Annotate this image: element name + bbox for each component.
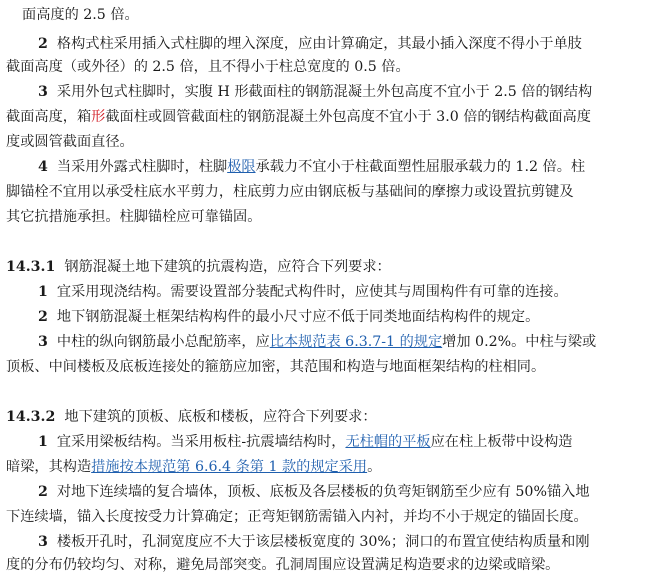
link-text[interactable]: 措施按本规范第 6.6.4 条第 1 款的规定采用 (91, 459, 368, 475)
item-number: 2 (38, 36, 48, 52)
text-line (6, 552, 652, 578)
text-line (6, 104, 652, 130)
text-segment: 面高度的 2.5 倍。 (22, 7, 139, 23)
text-line (38, 304, 652, 330)
item-number: 3 (38, 534, 48, 550)
text-segment: 截面高度（或外径）的 2.5 倍，且不得小于柱总宽度的 0.5 倍。 (6, 59, 410, 75)
item-number: 1 (38, 434, 48, 450)
text-segment: 增加 0.2%。中柱与梁或 (442, 334, 597, 350)
text-segment: 宜采用梁板结构。当采用板柱-抗震墙结构时， (47, 434, 346, 450)
text-segment: 截面柱或圆管截面柱的钢筋混凝土外包高度不宜小于 3.0 倍的钢结构截面高度 (105, 109, 591, 125)
blank-line (6, 379, 652, 405)
item-number: 2 (38, 484, 48, 500)
text-segment: 承载力不宜小于柱截面塑性屈服承载力的 1.2 倍。柱 (255, 159, 586, 175)
text-segment: 应在柱上板带中设构造 (430, 434, 573, 450)
text-segment: 其它抗措施承担。柱脚锚栓应可靠锚固。 (6, 209, 262, 225)
text-line (6, 504, 652, 530)
item-number: 1 (38, 284, 48, 300)
text-segment: 格构式柱采用插入式柱脚的埋入深度，应由计算确定，其最小插入深度不得小于单肢 (47, 36, 582, 52)
section-number: 14.3.2 (6, 409, 56, 425)
section-number: 14.3.1 (6, 259, 56, 275)
text-line (6, 204, 652, 230)
text-line (6, 354, 652, 380)
text-segment: 下连续墙，锚入长度按受力计算确定；正弯矩钢筋需锚入内衬，并均不小于规定的锚固长度。 (6, 509, 588, 525)
text-line (6, 454, 652, 480)
text-segment: 对地下连续墙的复合墙体，顶板、底板及各层楼板的负弯矩钢筋至少应有 50%锚入地 (47, 484, 590, 500)
text-segment: 度或圆管截面直径。 (6, 134, 134, 150)
text-line (38, 479, 652, 505)
text-line (38, 79, 652, 105)
highlighted-text: 形 (91, 109, 106, 125)
text-segment: 地下建筑的顶板、底板和楼板，应符合下列要求： (55, 409, 377, 425)
section-heading-line (6, 254, 652, 280)
text-segment: 当采用外露式柱脚时，柱脚 (47, 159, 228, 175)
text-segment: 楼板开孔时，孔洞宽度应不大于该层楼板宽度的 30%；洞口的布置宜使结构质量和刚 (47, 534, 590, 550)
text-segment: 暗梁，其构造 (6, 459, 92, 475)
link-text[interactable]: 极限 (227, 159, 256, 175)
text-line (38, 329, 652, 355)
text-line (38, 429, 652, 455)
text-segment: 顶板、中间楼板及底板连接处的箍筋应加密，其范围和构造与地面框架结构的柱相同。 (6, 359, 546, 375)
text-segment: 宜采用现浇结构。需要设置部分装配式构件时，应使其与周围构件有可靠的连接。 (47, 284, 568, 300)
text-segment: 钢筋混凝土地下建筑的抗震构造，应符合下列要求： (55, 259, 391, 275)
text-segment: 采用外包式柱脚时，实腹 H 形截面柱的钢筋混凝土外包高度不宜小于 2.5 倍的钢结构 (47, 84, 593, 100)
section-heading-line (6, 404, 652, 430)
text-line (6, 179, 652, 205)
text-segment: 中柱的纵向钢筋最小总配筋率，应 (47, 334, 270, 350)
item-number: 4 (38, 159, 48, 175)
text-segment: 截面高度，箱 (6, 109, 92, 125)
text-segment: 地下钢筋混凝土框架结构构件的最小尺寸应不低于同类地面结构构件的规定。 (47, 309, 540, 325)
link-text[interactable]: 比本规范表 6.3.7-1 的规定 (269, 334, 443, 350)
item-number: 3 (38, 334, 48, 350)
text-line (38, 279, 652, 305)
text-line (6, 129, 652, 155)
item-number: 3 (38, 84, 48, 100)
text-line (38, 154, 652, 180)
text-segment: 脚锚栓不宜用以承受柱底水平剪力，柱底剪力应由钢底板与基础间的摩擦力或设置抗剪键及 (6, 184, 574, 200)
text-segment: 。 (367, 459, 382, 475)
blank-line (6, 229, 652, 255)
link-text[interactable]: 无柱帽的平板 (345, 434, 431, 450)
text-segment: 度的分布仍较均匀、对称，避免局部突变。孔洞周围应设置满足构造要求的边梁或暗梁。 (6, 557, 560, 573)
text-line (6, 54, 652, 80)
text-line (22, 2, 652, 28)
item-number: 2 (38, 309, 48, 325)
